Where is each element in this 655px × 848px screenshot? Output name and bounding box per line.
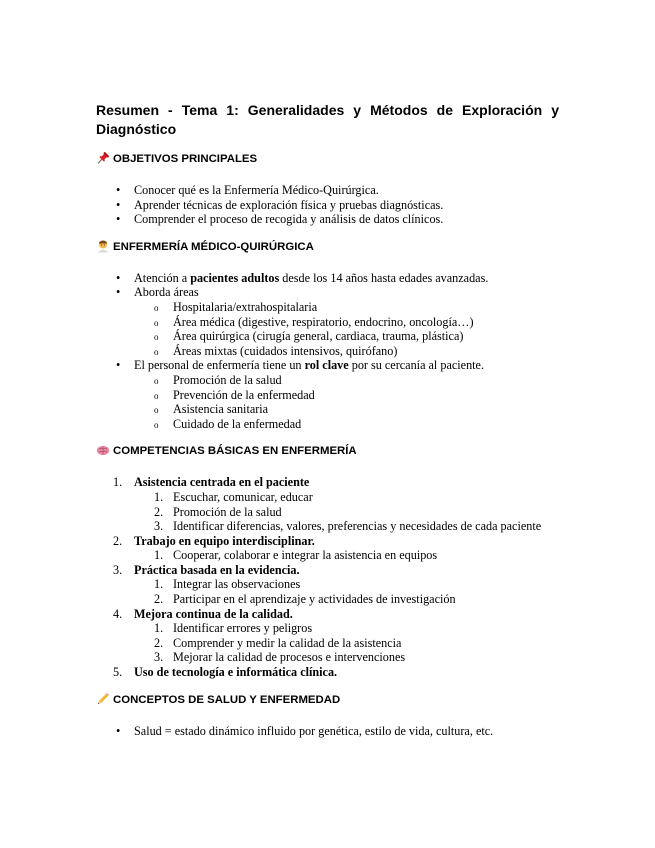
sub-list bbox=[134, 373, 559, 431]
sub-list-item: o Promoción de la salud bbox=[154, 372, 282, 387]
med-surg-list bbox=[96, 271, 559, 432]
sub-list-item: o Prevención de la enfermedad bbox=[154, 387, 315, 402]
sub-list bbox=[134, 577, 559, 606]
sub-list-item: o Área quirúrgica (cirugía general, cardiaca, trauma, plástica) bbox=[154, 329, 464, 344]
sub-list-item: 1. Identificar errores y peligros bbox=[154, 621, 313, 636]
sub-list-item: 3. Mejorar la calidad de procesos e intervenciones bbox=[154, 650, 406, 665]
list-item: 4. Mejora continua de la calidad. 1. Identificar errores y peligros 2. Comprender y medir la calidad de la asistencia 3. Mejorar la calidad de procesos e intervenciones bbox=[96, 607, 559, 665]
list-item: • Aborda áreas o Hospitalaria/extrahospitalaria o Área médica (digestive, respiratorio, endocrino, oncología…) o Área quirúrgica (cirugía general, cardiaca, trauma, plástica) o Áreas mixtas (cuidados intensivos, quirófano) bbox=[96, 285, 559, 358]
section-heading-text: CONCEPTOS DE SALUD Y ENFERMEDAD bbox=[113, 693, 341, 706]
sub-list-item: o Hospitalaria/extrahospitalaria bbox=[154, 299, 318, 314]
brain-icon bbox=[96, 443, 110, 457]
list-item: 1. Asistencia centrada en el paciente 1. Escuchar, comunicar, educar 2. Promoción de la salud 3. Identificar diferencias, valores, preferencias y necesidades de cada paciente bbox=[96, 475, 559, 533]
sub-list-item: o Áreas mixtas (cuidados intensivos, quirófano) bbox=[154, 343, 398, 358]
pencil-icon bbox=[96, 692, 110, 706]
list-item: 5. Uso de tecnología e informática clínica. bbox=[113, 665, 338, 680]
pushpin-icon bbox=[96, 151, 110, 165]
health-worker-icon bbox=[96, 239, 110, 253]
sub-list-item: 2. Participar en el aprendizaje y actividades de investigación bbox=[154, 592, 456, 607]
section-heading-text: ENFERMERÍA MÉDICO-QUIRÚRGICA bbox=[113, 240, 314, 253]
sub-list-item: 2. Promoción de la salud bbox=[154, 504, 282, 519]
list-item: • Conocer qué es la Enfermería Médico-Quirúrgica. bbox=[116, 183, 379, 197]
list-item: • El personal de enfermería tiene un rol clave por su cercanía al paciente. o Promoción de la salud o Prevención de la enfermedad o Asistencia sanitaria o Cuidado de la enfermedad bbox=[96, 358, 559, 431]
sub-list-item: o Área médica (digestive, respiratorio, endocrino, oncología…) bbox=[154, 314, 474, 329]
section-heading-text: OBJETIVOS PRINCIPALES bbox=[113, 153, 258, 165]
section-heading-objectives bbox=[96, 152, 559, 166]
section-heading-med-surg-nursing bbox=[96, 240, 559, 254]
list-item: • Comprender el proceso de recogida y análisis de datos clínicos. bbox=[116, 212, 444, 227]
sub-list-item: 2. Comprender y medir la calidad de la asistencia bbox=[154, 635, 402, 650]
list-item: • Atención a pacientes adultos desde los 14 años hasta edades avanzadas. bbox=[116, 270, 489, 285]
document-title: Resumen - Tema 1: Generalidades y Métodos de Exploración y Diagnóstico bbox=[96, 102, 559, 137]
sub-list bbox=[134, 490, 559, 534]
list-item: 2. Trabajo en equipo interdisciplinar. 1. Cooperar, colaborar e integrar la asistencia en equipos bbox=[96, 534, 559, 563]
list-item: • Aprender técnicas de exploración física y pruebas diagnósticas. bbox=[116, 197, 444, 212]
sub-list bbox=[134, 548, 559, 563]
competencies-list bbox=[96, 475, 559, 679]
list-item: • Salud = estado dinámico influido por genética, estilo de vida, cultura, etc. bbox=[116, 723, 494, 738]
objectives-list bbox=[96, 183, 559, 227]
sub-list-item: 1. Integrar las observaciones bbox=[154, 577, 301, 592]
sub-list bbox=[134, 621, 559, 665]
sub-list-item: o Cuidado de la enfermedad bbox=[154, 416, 302, 431]
sub-list-item: 1. Escuchar, comunicar, educar bbox=[154, 489, 313, 504]
sub-list bbox=[134, 300, 559, 358]
list-item: 3. Práctica basada en la evidencia. 1. Integrar las observaciones 2. Participar en el aprendizaje y actividades de investigación bbox=[96, 563, 559, 607]
health-concepts-list bbox=[96, 724, 559, 739]
sub-list-item: 1. Cooperar, colaborar e integrar la asistencia en equipos bbox=[154, 548, 438, 563]
sub-list-item: o Asistencia sanitaria bbox=[154, 402, 269, 417]
section-heading-text: COMPETENCIAS BÁSICAS EN ENFERMERÍA bbox=[113, 445, 357, 458]
sub-list-item: 3. Identificar diferencias, valores, preferencias y necesidades de cada paciente bbox=[154, 519, 542, 534]
section-heading-health-concepts bbox=[96, 693, 559, 707]
section-heading-competencies bbox=[96, 444, 559, 458]
